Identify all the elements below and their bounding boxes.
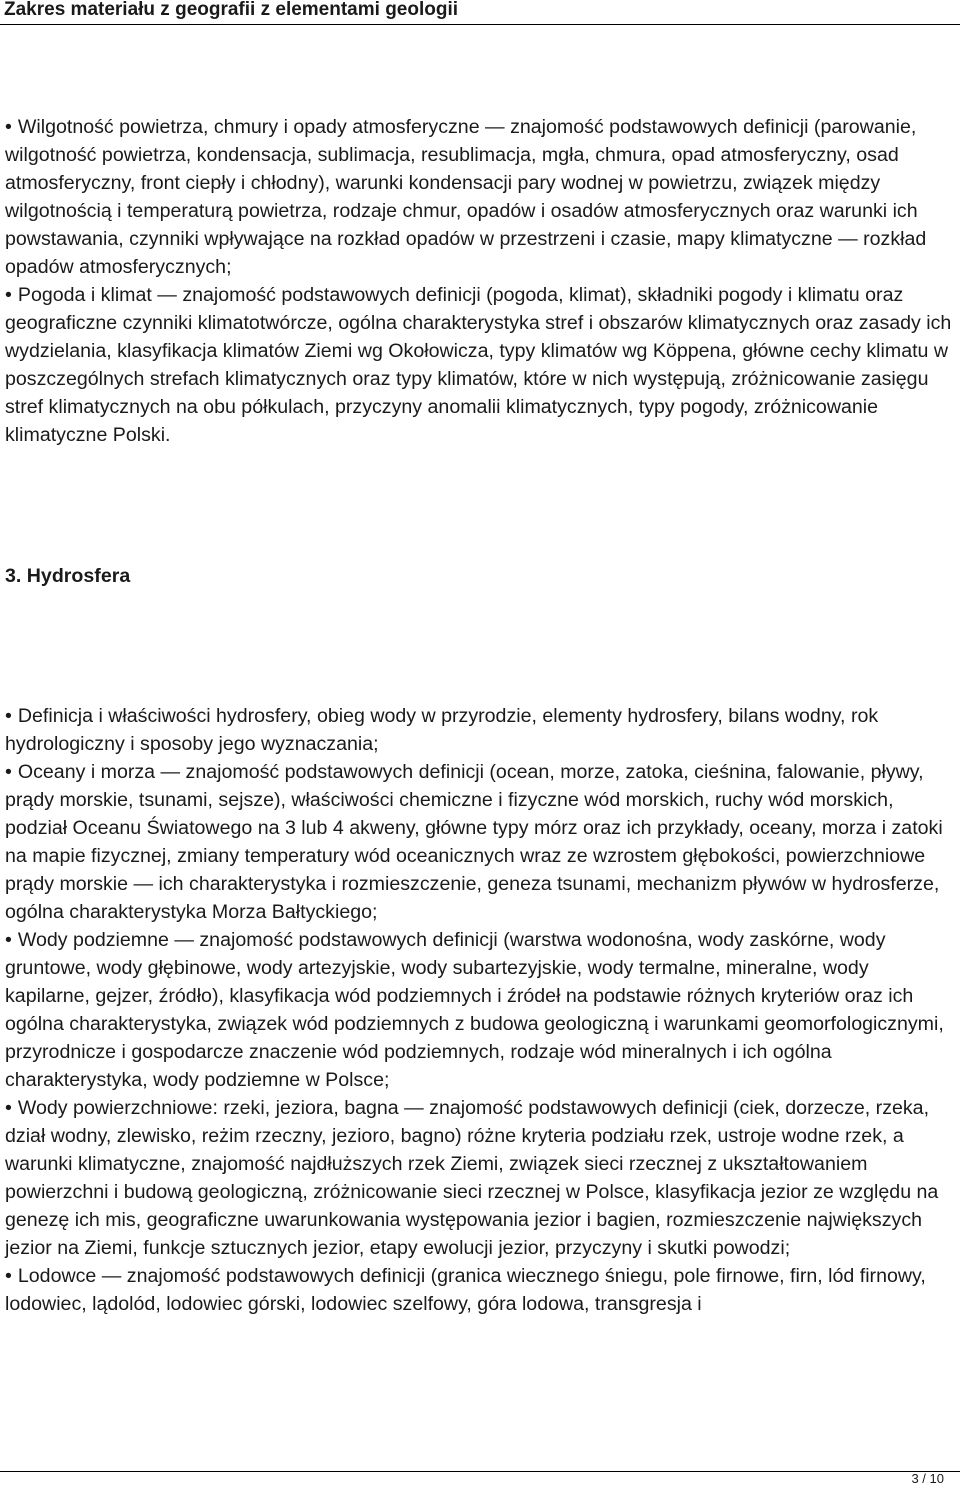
- bullet-icon: •: [5, 116, 12, 138]
- page-number: 3 / 10: [911, 1471, 944, 1486]
- list-item: • Wody powierzchniowe: rzeki, jeziora, bagna — znajomość podstawowych definicji (ciek, dorzecze, rzeka, dział wodny, zlewisko, reżim rzeczny, jezioro, bagno) różne kryteria podziału rzek, ustroje wodne rzek, a warunki klimatyczne, znajomość najdłuższych rzek Ziemi, związek sieci rzecznej z ukształtowaniem powierzchni i budową geologiczną, zróżnicowanie sieci rzecznej w Polsce, klasyfikacja jezior ze względu na genezę ich mis, geograficzne uwarunkowania występowania jezior i bagien, rozmieszczenie największych jezior na Ziemi, funkcje sztucznych jezior, etapy ewolucji jezior, przyczyny i skutki powodzi;: [5, 1097, 939, 1259]
- list-item: • Wody podziemne — znajomość podstawowych definicji (warstwa wodonośna, wody zaskórne, wody gruntowe, wody głębinowe, wody artezyjskie, wody subartezyjskie, wody termalne, mineralne, wody kapilarne, gejzer, źródło), klasyfikacja wód podziemnych i źródeł na podstawie różnych kryteriów oraz ich ogólna charakterystyka, związek wód podziemnych z budowa geologiczną i warunkami geomorfologicznymi, przyrodnicze i gospodarcze znaczenie wód podziemnych, rodzaje wód mineralnych i ich ogólna charakterystyka, wody podziemne w Polsce;: [5, 929, 944, 1091]
- list-item: • Pogoda i klimat — znajomość podstawowych definicji (pogoda, klimat), składniki pogody i klimatu oraz geograficzne czynniki klimatotwórcze, ogólna charakterystyka stref i obszarów klimatycznych oraz zasady ich wydzielania, klasyfikacja klimatów Ziemi wg Okołowicza, typy klimatów wg Köppena, główne cechy klimatu w poszczególnych strefach klimatycznych oraz typy klimatów, które w nich występują, zróżnicowanie zasięgu stref klimatycznych na obu półkulach, przyczyny anomalii klimatycznych, typy pogody, zróżnicowanie klimatyczne Polski.: [5, 284, 952, 446]
- document-title: Zakres materiału z geografii z elementami geologii: [4, 0, 459, 20]
- page-header: [0, 0, 960, 25]
- bullet-icon: •: [5, 929, 12, 951]
- bullet-icon: •: [5, 761, 12, 783]
- list-item: • Definicja i właściwości hydrosfery, obieg wody w przyrodzie, elementy hydrosfery, bilans wodny, rok hydrologiczny i sposoby jego wyznaczania;: [5, 705, 879, 755]
- list-item: • Oceany i morza — znajomość podstawowych definicji (ocean, morze, zatoka, cieśnina, falowanie, pływy, prądy morskie, tsunami, sejsze), właściwości chemiczne i fizyczne wód morskich, ruchy wód morskich, podział Oceanu Światowego na 3 lub 4 akweny, główne typy mórz oraz ich przykłady, oceany, morza i zatoki na mapie fizycznej, zmiany temperatury wód oceanicznych wraz ze wzrostem głębokości, powierzchniowe prądy morskie — ich charakterystyka i rozmieszczenie, geneza tsunami, mechanizm pływów w hydrosferze, ogólna charakterystyka Morza Bałtyckiego;: [5, 761, 943, 923]
- list-item: • Wilgotność powietrza, chmury i opady atmosferyczne — znajomość podstawowych definicji (parowanie, wilgotność powietrza, kondensacja, sublimacja, resublimacja, mgła, chmura, opad atmosferyczny, osad atmosferyczny, front ciepły i chłodny), warunki kondensacji pary wodnej w powietrzu, związek między wilgotnością i temperaturą powietrza, rodzaje chmur, opadów i osadów atmosferycznych oraz warunki ich powstawania, czynniki wpływające na rozkład opadów w przestrzeni i czasie, mapy klimatyczne — rozkład opadów atmosferycznych;: [5, 116, 927, 278]
- bullet-icon: •: [5, 1265, 12, 1287]
- list-item: • Lodowce — znajomość podstawowych definicji (granica wiecznego śniegu, pole firnowe, firn, lód firnowy, lodowiec, lądolód, lodowiec górski, lodowiec szelfowy, góra lodowa, transgresja i: [5, 1265, 926, 1315]
- bullet-icon: •: [5, 705, 12, 727]
- atmosphere-topics-list: [5, 113, 953, 449]
- page-footer: [0, 1471, 960, 1488]
- section-heading-hydrosphere: 3. Hydrosfera: [5, 565, 131, 587]
- bullet-icon: •: [5, 284, 12, 306]
- bullet-icon: •: [5, 1097, 12, 1119]
- hydrosphere-topics-list: [5, 702, 953, 1318]
